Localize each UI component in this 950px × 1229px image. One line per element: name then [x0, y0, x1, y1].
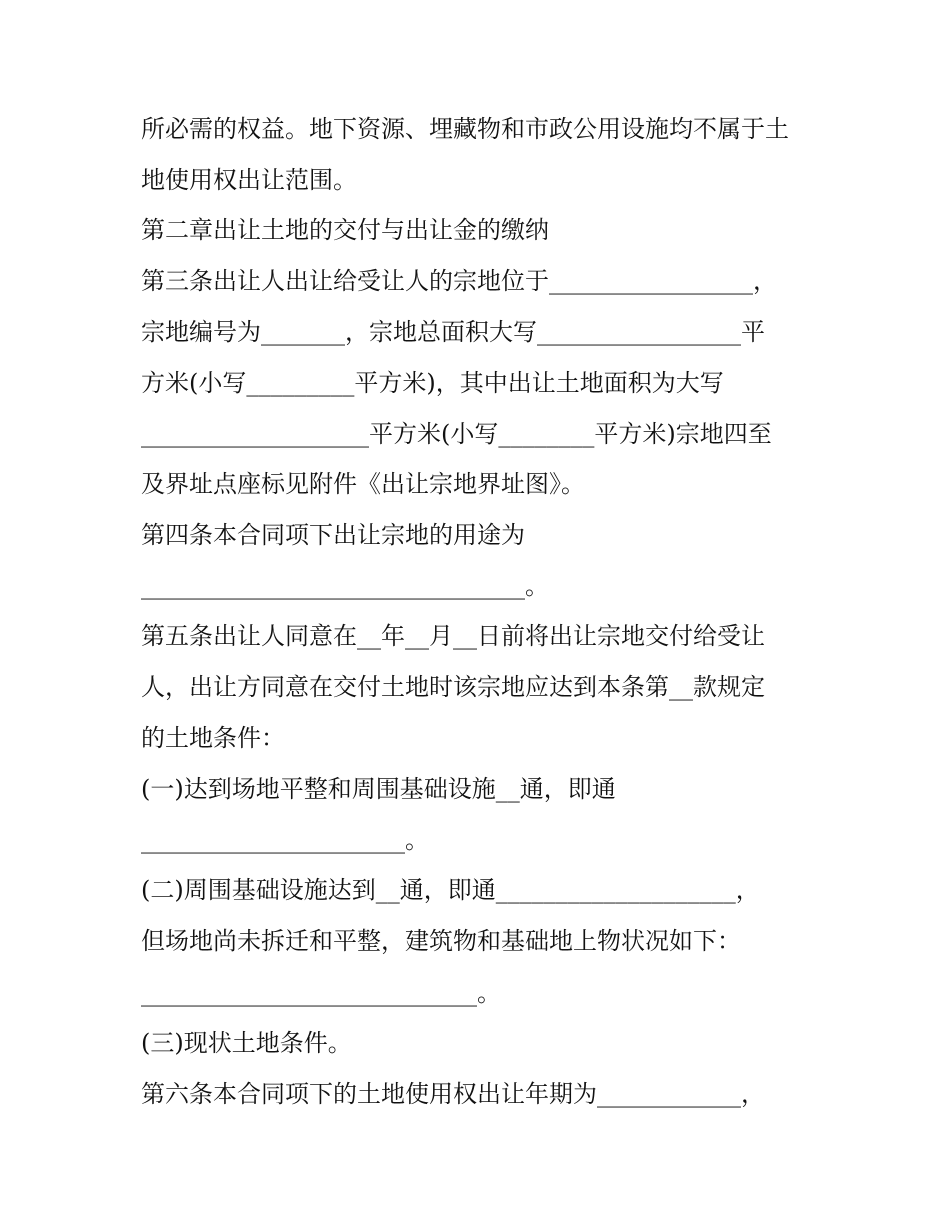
text-line: 的土地条件： [141, 724, 285, 752]
text-line: 地使用权出让范围。 [141, 166, 357, 194]
text-line: 方米(小写_________平方米)，其中出让土地面积为大写 [141, 369, 724, 397]
blank-line: ________________________________。 [141, 572, 549, 600]
text-line: 但场地尚未拆迁和平整，建筑物和基础地上物状况如下： [141, 927, 741, 955]
chapter-heading: 第二章出让土地的交付与出让金的缴纳 [141, 216, 549, 244]
text-line: 第五条出让人同意在__年__月__日前将出让宗地交付给受让 [141, 622, 765, 650]
text-line: 第四条本合同项下出让宗地的用途为 [141, 521, 525, 549]
blank-line: ____________________________。 [141, 979, 501, 1007]
text-line: 及界址点座标见附件《出让宗地界址图》。 [141, 470, 585, 498]
text-line: ___________________平方米(小写________平方米)宗地四至 [141, 420, 772, 448]
text-line: (二)周围基础设施达到__通，即通____________________， [141, 876, 760, 904]
text-line: 宗地编号为_______，宗地总面积大写_________________平 [141, 318, 765, 346]
text-line: 所必需的权益。地下资源、埋藏物和市政公用设施均不属于土 [141, 115, 789, 143]
text-line: 第三条出让人出让给受让人的宗地位于_________________， [141, 267, 777, 295]
text-line: 人，出让方同意在交付土地时该宗地应达到本条第__款规定 [141, 673, 765, 701]
text-line: (一)达到场地平整和周围基础设施__通，即通 [141, 775, 616, 803]
blank-line: ______________________。 [141, 826, 429, 854]
text-line: 第六条本合同项下的土地使用权出让年期为____________， [141, 1080, 765, 1108]
text-line: (三)现状土地条件。 [141, 1029, 352, 1057]
